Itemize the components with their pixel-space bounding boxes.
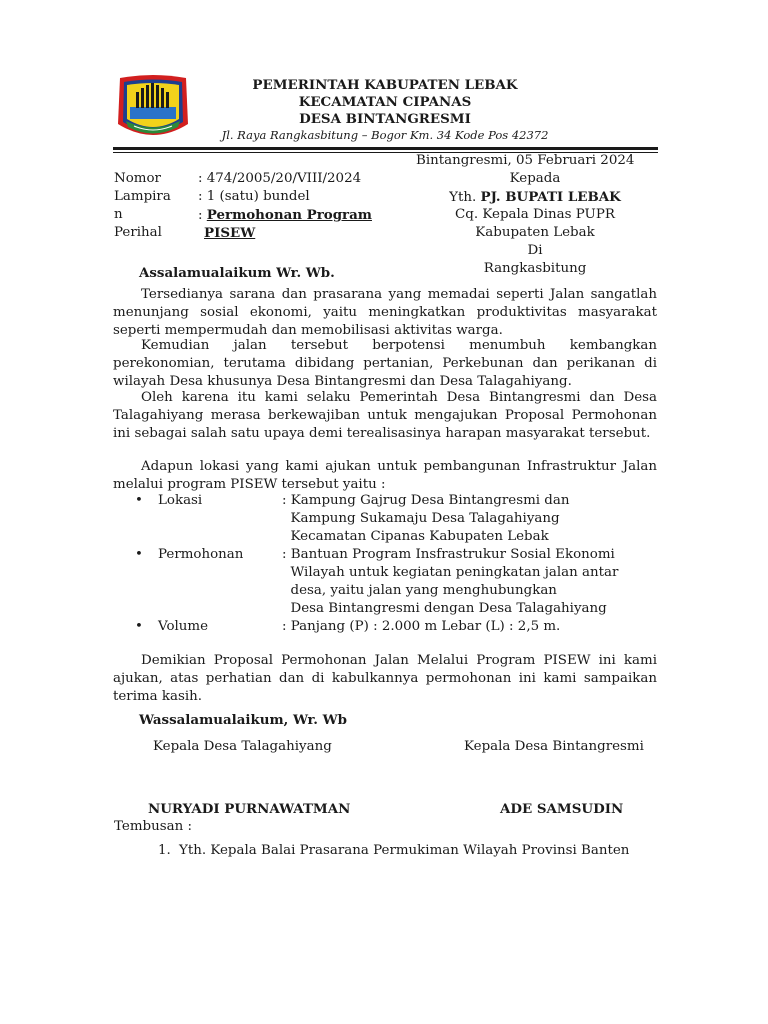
detail-bullet-lokasi: • — [135, 493, 143, 508]
letterhead-district: KECAMATAN CIPANAS — [298, 94, 472, 110]
perihal-label: Perihal — [114, 225, 162, 240]
opening-greeting: Assalamualaikum Wr. Wb. — [139, 265, 335, 281]
detail-value-volume: : Panjang (P) : 2.000 m Lebar (L) : 2,5 m. — [282, 619, 561, 634]
lampiran-label-part2: n — [114, 207, 123, 222]
nomor-label: Nomor — [114, 171, 161, 186]
detail-label-lokasi: Lokasi — [158, 493, 203, 508]
recipient-city: Rangkasbitung — [483, 261, 587, 276]
recipient-block — [414, 170, 656, 278]
signature-right-name: ADE SAMSUDIN — [500, 801, 624, 817]
recipient-office: Kabupaten Lebak — [475, 225, 595, 240]
letterhead-divider-thick — [113, 147, 658, 150]
body-paragraph-2: Kemudian jalan tersebut berpotensi menumbuh kembangkan perekonomian, terutama dibidang pertanian, Perkebunan dan perikanan di wilayah Desa khusunya Desa Bintangresmi dan Desa Talagahiyang. — [113, 338, 657, 389]
closing-paragraph: Demikian Proposal Permohonan Jalan Melalui Program PISEW ini kami ajukan, atas perhatian dan di kabulkannya permohonan ini kami sampaikan terima kasih. — [113, 653, 657, 704]
place-date: Bintangresmi, 05 Februari 2024 — [416, 153, 635, 168]
detail-bullet-permohonan: • — [135, 547, 143, 562]
letterhead-address: Jl. Raya Rangkasbitung – Bogor Km. 34 Kode Pos 42372 — [221, 128, 549, 142]
recipient-di: Di — [527, 243, 543, 258]
signature-left-title: Kepala Desa Talagahiyang — [153, 739, 332, 754]
lebak-regency-emblem-icon — [112, 74, 194, 142]
body-paragraph-3: Oleh karena itu kami selaku Pemerintah Desa Bintangresmi dan Desa Talagahiyang merasa berkewajiban untuk mengajukan Proposal Permohonan ini sebagai salah satu upaya demi terealisasinya harapan masyarakat tersebut. — [113, 390, 657, 441]
recipient-name: PJ. BUPATI LEBAK — [480, 189, 621, 205]
detail-bullet-volume: • — [135, 619, 143, 634]
perihal-value-part1: Permohonan Program — [206, 207, 372, 223]
nomor-value: : 474/2005/20/VIII/2024 — [198, 171, 362, 186]
lampiran-label-part1: Lampira — [114, 189, 171, 204]
signature-left-name: NURYADI PURNAWATMAN — [148, 801, 351, 817]
perihal-value-part2: PISEW — [204, 225, 256, 241]
recipient-kepada: Kepada — [509, 171, 561, 186]
body-paragraph-4: Adapun lokasi yang kami ajukan untuk pembangunan Infrastruktur Jalan melalui program PISEW tersebut yaitu : — [113, 459, 657, 492]
tembusan-item-text: Yth. Kepala Balai Prasarana Permukiman Wilayah Provinsi Banten — [179, 843, 630, 858]
detail-value-lokasi: : Kampung Gajrug Desa Bintangresmi dan Kampung Sukamaju Desa Talagahiyang Kecamatan Cipanas Kabupaten Lebak — [282, 493, 570, 544]
recipient-cq: Cq. Kepala Dinas PUPR — [455, 207, 615, 222]
lampiran-value: : 1 (satu) bundel — [198, 189, 310, 204]
perihal-colon: : — [198, 208, 207, 223]
closing-greeting: Wassalamualaikum, Wr. Wb — [139, 712, 347, 728]
recipient-yth: Yth. — [449, 190, 481, 205]
letterhead-village: DESA BINTANGRESMI — [299, 111, 471, 127]
tembusan-item-number: 1. — [158, 843, 171, 858]
tembusan-label: Tembusan : — [114, 819, 192, 834]
detail-label-permohonan: Permohonan — [158, 547, 244, 562]
detail-value-permohonan: : Bantuan Program Insfrastrukur Sosial Ekonomi Wilayah untuk kegiatan peningkatan jalan antar desa, yaitu jalan yang menghubungkan Desa Bintangresmi dengan Desa Talagahiyang — [282, 547, 619, 616]
signature-right-title: Kepala Desa Bintangresmi — [464, 739, 644, 754]
letterhead-government: PEMERINTAH KABUPATEN LEBAK — [252, 77, 518, 93]
perihal-value-line1 — [198, 206, 372, 225]
detail-label-volume: Volume — [158, 619, 209, 634]
recipient-name-line — [414, 188, 656, 206]
body-paragraph-1: Tersedianya sarana dan prasarana yang memadai seperti Jalan sangatlah menunjang sosial ekonomi, yaitu meningkatkan produktivitas masyarakat seperti mempermudah dan memobilisasi aktivitas warga. — [113, 287, 657, 338]
